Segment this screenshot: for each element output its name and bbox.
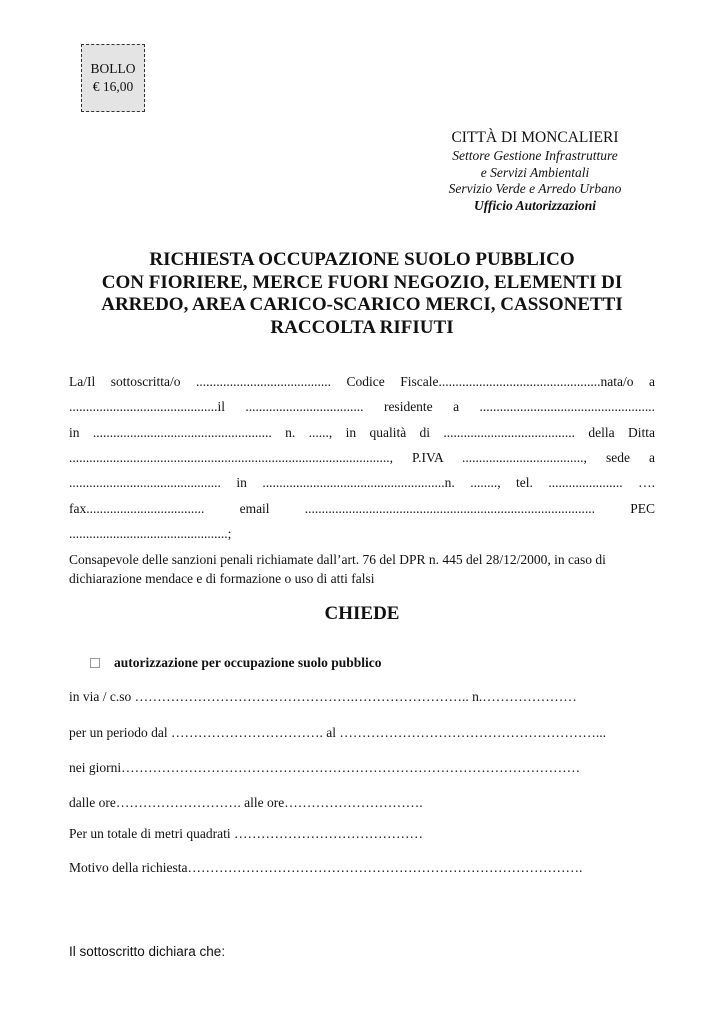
title-line-2: CON FIORIERE, MERCE FUORI NEGOZIO, ELEMENTI DI (101, 271, 623, 293)
address-row[interactable]: in via / c.so ………………………………………….…………………….. n.………………… (69, 689, 577, 704)
applicant-line-3[interactable]: in ..................................................... n. ......, in qualità di ....................................... della Ditta (69, 425, 655, 440)
title-line-1: RICHIESTA OCCUPAZIONE SUOLO PUBBLICO (149, 249, 575, 270)
office-header (400, 128, 670, 214)
applicant-line-1[interactable]: La/Il sottoscritta/o ........................................ Codice Fiscale................................................nata/o a (69, 374, 655, 389)
applicant-line-2[interactable]: ............................................il ................................... residente a .................................................... (69, 399, 655, 414)
city-name: CITTÀ DI MONCALIERI (451, 129, 619, 146)
applicant-line-5[interactable]: ............................................. in ......................................................n. ........, tel. ...................... …. (69, 475, 655, 490)
square-meters-row[interactable]: Per un totale di metri quadrati …………………………………… (69, 826, 423, 841)
service-name: Servizio Verde e Arredo Urbano (448, 181, 622, 197)
declaration-text: Consapevole delle sanzioni penali richiamate dall’art. 76 del DPR n. 445 del 28/12/2000, in caso di dichiarazione mendace e di formazione o uso di atti falsi (69, 552, 606, 586)
declaration-intro: Il sottoscritto dichiara che: (69, 944, 226, 959)
reason-row[interactable]: Motivo della richiesta……………………………………………………………………………. (69, 860, 583, 875)
sector-line-2: e Servizi Ambientali (480, 164, 590, 180)
title-line-4: RACCOLTA RIFIUTI (270, 316, 454, 338)
stamp-label: BOLLO (90, 61, 136, 76)
sector-line-1: Settore Gestione Infrastrutture (452, 148, 618, 163)
stamp-amount: € 16,00 (92, 79, 134, 94)
revenue-stamp-box (81, 44, 145, 112)
request-heading: CHIEDE (324, 603, 400, 624)
applicant-line-7[interactable]: ...............................................; (69, 526, 232, 541)
days-row[interactable]: nei giorni………………………………………………………………………………………… (69, 760, 581, 775)
occupation-option[interactable] (90, 654, 382, 672)
period-row[interactable]: per un periodo dal ……………………………. al …………………………………………………... (69, 725, 606, 740)
hours-row[interactable]: dalle ore………………………. alle ore…………………………. (69, 795, 423, 810)
title-line-3: ARREDO, AREA CARICO-SCARICO MERCI, CASSONETTI (101, 294, 623, 315)
applicant-line-6[interactable]: fax................................... email ...................................................................................... PEC (69, 501, 655, 516)
document-title (60, 249, 664, 339)
option-label: autorizzazione per occupazione suolo pubblico (114, 655, 382, 670)
unit-name: Ufficio Autorizzazioni (474, 197, 596, 213)
option-checkbox[interactable] (90, 658, 100, 668)
applicant-line-4[interactable]: ..............................................................................................., P.IVA ...................................., sede a (69, 450, 655, 465)
